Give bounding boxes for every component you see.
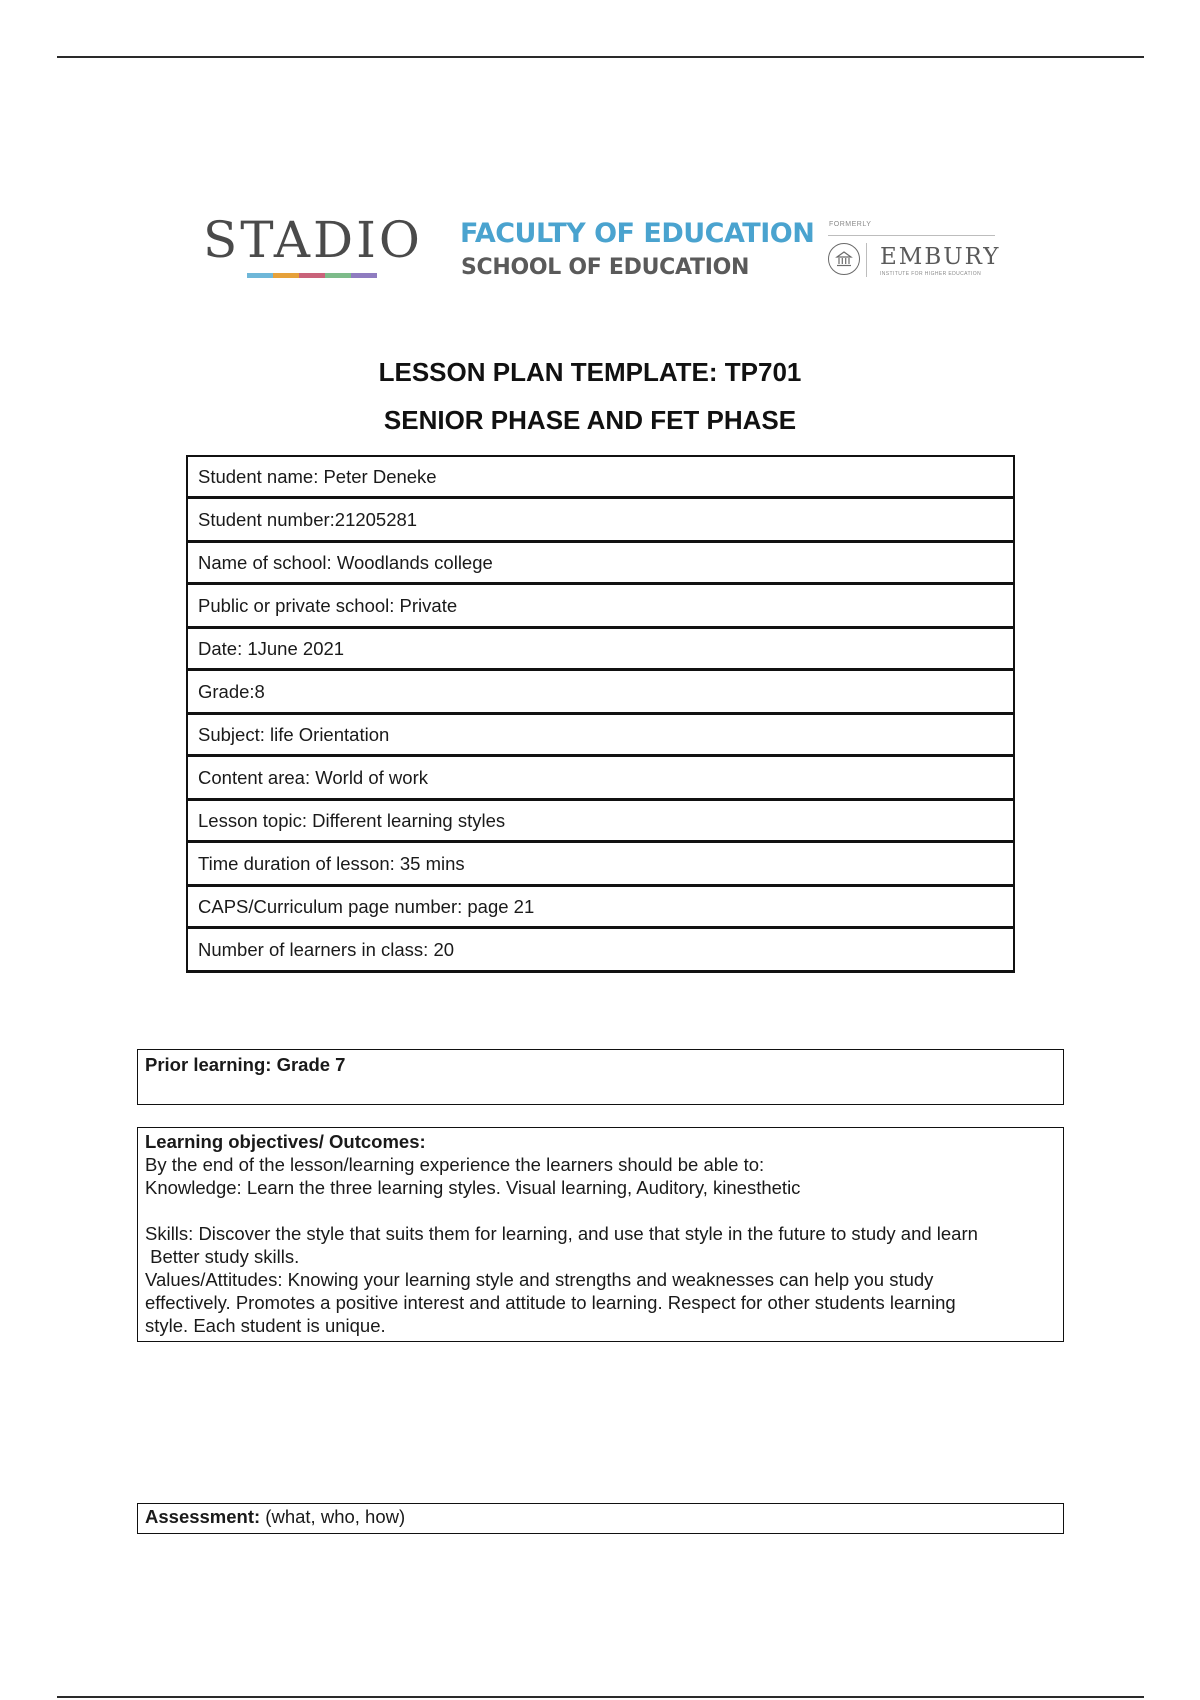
assessment-box <box>137 1503 1064 1534</box>
embury-separator <box>866 243 867 277</box>
student-info-table <box>186 455 1015 973</box>
faculty-title: FACULTY OF EDUCATION <box>460 218 815 249</box>
objectives-values-line1: Values/Attitudes: Knowing your learning style and strengths and weaknesses can help you study <box>145 1269 934 1290</box>
prior-learning-box <box>137 1049 1064 1105</box>
objectives-skills-line2: Better study skills. <box>145 1246 300 1267</box>
learning-objectives-box <box>137 1127 1064 1342</box>
bottom-rule <box>57 1696 1144 1698</box>
formerly-label: FORMERLY <box>829 221 872 228</box>
info-row-student-name: Student name: Peter Deneke <box>188 457 1013 499</box>
objectives-intro: By the end of the lesson/learning experience the learners should be able to: <box>145 1154 765 1175</box>
info-row-duration: Time duration of lesson: 35 mins <box>188 843 1013 887</box>
info-row-content-area: Content area: World of work <box>188 757 1013 801</box>
embury-subtitle: INSTITUTE FOR HIGHER EDUCATION <box>880 271 982 277</box>
info-row-student-number: Student number:21205281 <box>188 499 1013 543</box>
info-row-lesson-topic: Lesson topic: Different learning styles <box>188 801 1013 843</box>
stadio-logo: STADIO <box>203 211 423 269</box>
objectives-skills-line1: Skills: Discover the style that suits them for learning, and use that style in the future to study and learn <box>145 1223 978 1244</box>
info-row-grade: Grade:8 <box>188 671 1013 715</box>
embury-logo: EMBURY <box>880 244 1001 270</box>
embury-seal-icon <box>828 243 860 275</box>
embury-divider <box>828 235 995 236</box>
stadio-logo-colorbar <box>247 273 377 278</box>
info-row-learner-count: Number of learners in class: 20 <box>188 929 1013 973</box>
page-title: LESSON PLAN TEMPLATE: TP701 <box>378 357 802 387</box>
objectives-values-line2: effectively. Promotes a positive interest and attitude to learning. Respect for other students learning <box>145 1292 956 1313</box>
objectives-spacer <box>145 1199 1056 1222</box>
info-row-subject: Subject: life Orientation <box>188 715 1013 757</box>
objectives-values-line3: style. Each student is unique. <box>145 1315 386 1336</box>
top-rule <box>57 56 1144 58</box>
info-row-caps-page: CAPS/Curriculum page number: page 21 <box>188 887 1013 929</box>
objectives-knowledge: Knowledge: Learn the three learning styles. Visual learning, Auditory, kinesthetic <box>145 1177 801 1198</box>
logo-row <box>0 205 1200 295</box>
prior-learning-label: Prior learning: Grade 7 <box>145 1054 346 1075</box>
info-row-date: Date: 1June 2021 <box>188 629 1013 671</box>
assessment-note: (what, who, how) <box>260 1506 406 1527</box>
school-title: SCHOOL OF EDUCATION <box>461 255 750 280</box>
page-subtitle: SENIOR PHASE AND FET PHASE <box>383 405 797 435</box>
info-row-school-type: Public or private school: Private <box>188 585 1013 629</box>
info-row-school-name: Name of school: Woodlands college <box>188 543 1013 585</box>
objectives-heading: Learning objectives/ Outcomes: <box>145 1131 426 1152</box>
assessment-label: Assessment: <box>145 1506 261 1527</box>
